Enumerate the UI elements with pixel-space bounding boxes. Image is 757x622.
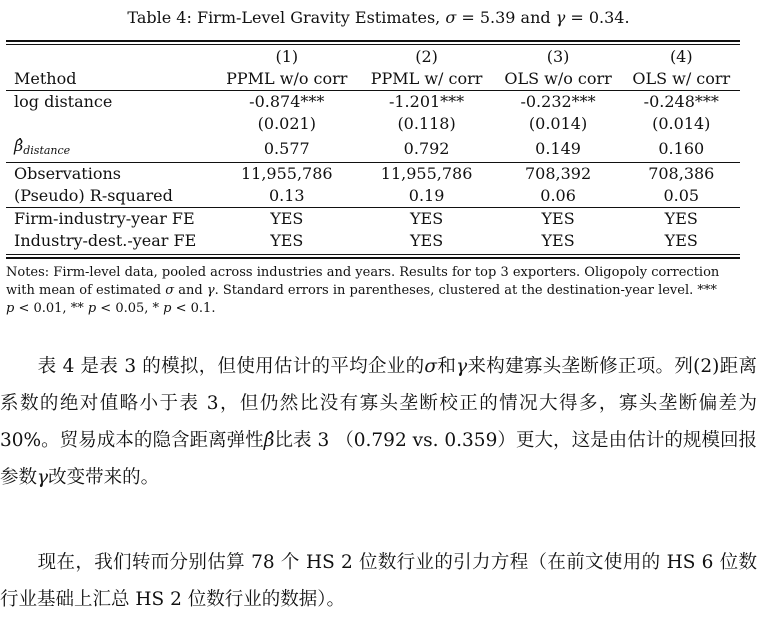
cell: 0.06 — [540, 186, 576, 205]
notes-line: with mean of estimated σ and γ. Standard errors in parentheses, clustered at the destination-year level. *** — [6, 283, 717, 298]
row-label: (Pseudo) R-squared — [14, 186, 173, 205]
method-header: Method — [14, 69, 77, 88]
row-label — [6, 135, 214, 163]
inline-gamma: γ — [37, 467, 49, 488]
cell: -0.248*** — [623, 91, 740, 114]
cell: 11,955,786 — [360, 163, 494, 186]
col-number: (4) — [669, 47, 693, 66]
caption-gamma-value: = 0.34. — [565, 8, 630, 27]
cell: YES — [541, 231, 575, 250]
cell: 0.19 — [408, 186, 445, 205]
col-header: PPML w/o corr — [226, 69, 348, 88]
caption-sigma-value: = 5.39 and — [456, 8, 556, 27]
estimates-table — [6, 46, 740, 252]
body-paragraph-2: 现在，我们转而分别估算 78 个 HS 2 位数行业的引力方程（在前文使用的 HS 6 位数行业基础上汇总 HS 2 位数行业的数据）。 — [0, 552, 757, 610]
notes-line: Notes: Firm-level data, pooled across industries and years. Results for top 3 exporters. Oligopoly correction — [6, 265, 720, 280]
row-beta-distance — [6, 135, 740, 163]
col-header: PPML w/ corr — [370, 69, 483, 88]
cell: YES — [664, 231, 698, 250]
inline-beta-hat: β̂ — [263, 430, 275, 451]
caption-gamma: γ — [555, 8, 566, 27]
col-number: (3) — [546, 47, 570, 66]
col-header: OLS w/ corr — [632, 69, 731, 88]
cell: -0.232*** — [494, 91, 623, 114]
col-number: (2) — [415, 47, 438, 66]
row-dest-fe — [6, 230, 740, 252]
row-r-squared — [6, 185, 740, 208]
bottom-rule-thick — [6, 257, 740, 259]
cell: -0.874*** — [214, 91, 360, 114]
body-paragraph-1: 表 4 是表 3 的模拟，但使用估计的平均企业的σ和γ来构建寡头垄断修正项。列(2)距离系数的绝对值略小于表 3，但仍然比没有寡头垄断校正的情况大得多，寡头垄断偏差为 30%。贸易成本的隐含距离弹性β̂比表 3 （0.792 vs. 0.359）更大，这是由估计的规模回报参数γ改变带来的。 — [0, 356, 757, 488]
row-std-err — [6, 113, 740, 135]
beta-hat-symbol: β̂ — [14, 136, 24, 155]
cell: 0.792 — [403, 138, 450, 158]
row-label: Firm-industry-year FE — [6, 208, 214, 231]
row-label: log distance — [6, 91, 214, 114]
cell: (0.014) — [652, 114, 711, 133]
col-number: (1) — [275, 47, 299, 66]
cell: 11,955,786 — [214, 163, 360, 186]
row-firm-fe — [6, 208, 740, 231]
col-number-row — [6, 46, 740, 68]
cell: 0.13 — [268, 186, 305, 205]
col-header: OLS w/o corr — [504, 69, 612, 88]
cell: (0.014) — [528, 114, 588, 133]
cell: YES — [494, 208, 623, 231]
inline-sigma: σ — [424, 356, 438, 377]
caption-text: Table 4: Firm-Level Gravity Estimates, — [127, 8, 446, 27]
row-label: Observations — [6, 163, 214, 186]
cell: 0.05 — [663, 186, 700, 205]
top-rule-thin — [6, 44, 740, 45]
cell: (0.118) — [397, 114, 456, 133]
cell: (0.021) — [257, 114, 316, 133]
inline-gamma: γ — [456, 356, 468, 377]
cell: YES — [270, 231, 304, 250]
cell: 0.160 — [658, 138, 705, 158]
table-caption — [0, 8, 757, 27]
bottom-rule-thin — [6, 254, 740, 255]
notes-line: p < 0.01, ** p < 0.05, * p < 0.1. — [6, 301, 216, 316]
cell: 708,386 — [623, 163, 740, 186]
cell: 0.149 — [535, 138, 581, 158]
cell: 708,392 — [494, 163, 623, 186]
cell: 0.577 — [263, 138, 310, 158]
row-observations — [6, 163, 740, 186]
notes-sigma: σ — [165, 283, 175, 298]
row-label: Industry-dest.-year FE — [14, 231, 197, 250]
header-row — [6, 68, 740, 91]
cell: YES — [623, 208, 740, 231]
cell: -1.201*** — [360, 91, 494, 114]
top-rule-thick — [6, 40, 740, 42]
cell: YES — [214, 208, 360, 231]
row-log-distance — [6, 91, 740, 114]
beta-subscript: distance — [23, 144, 71, 157]
cell: YES — [409, 231, 444, 250]
notes-gamma: γ — [206, 283, 215, 298]
table-notes — [6, 264, 746, 318]
caption-sigma: σ — [445, 8, 457, 27]
cell: YES — [360, 208, 494, 231]
